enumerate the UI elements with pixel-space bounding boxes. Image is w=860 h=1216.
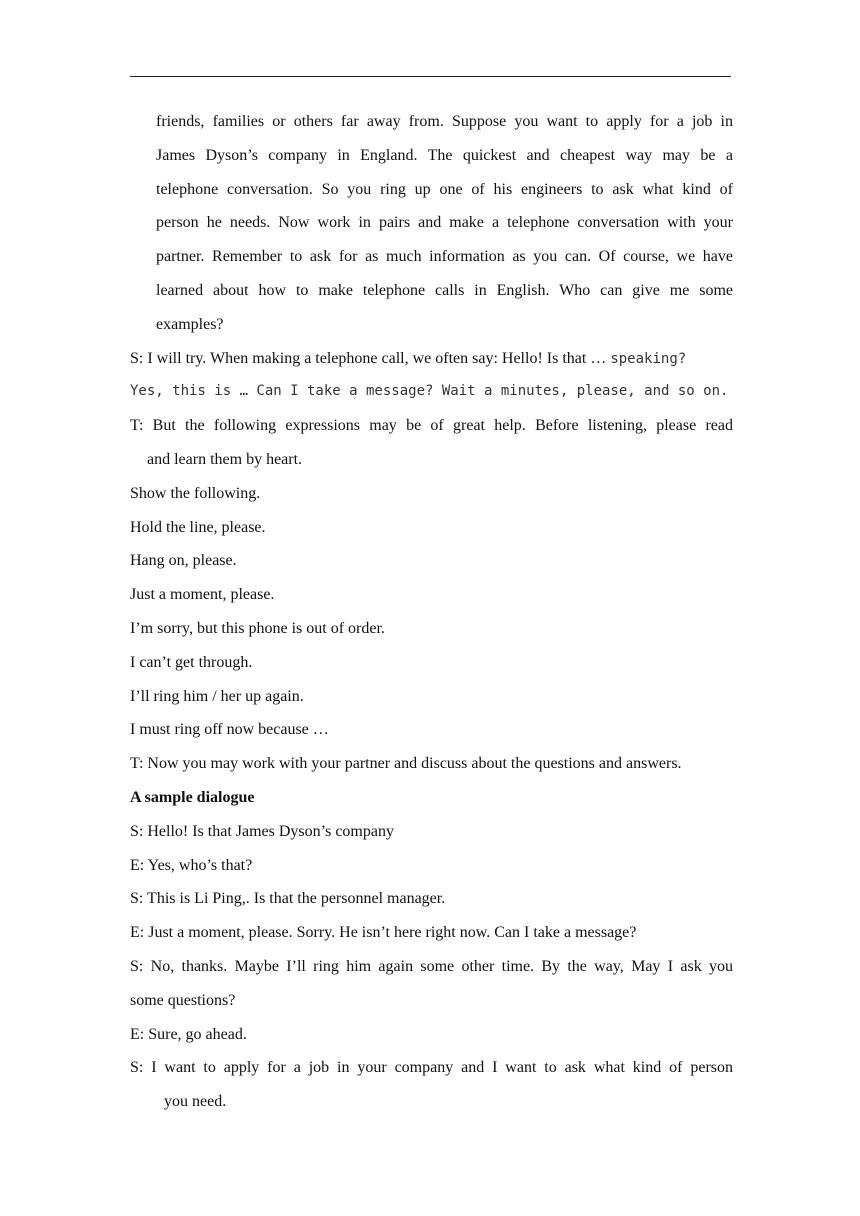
paragraph-line: friends, families or others far away from. Suppose you want to apply for a job in xyxy=(156,113,733,130)
expression-item: Hang on, please. xyxy=(130,552,237,570)
expression-item: I can’t get through. xyxy=(130,653,253,671)
student-reply-code: speaking? xyxy=(610,350,687,367)
instruction-line: Show the following. xyxy=(130,484,261,502)
expression-item: Hold the line, please. xyxy=(130,518,266,536)
dialogue-line: E: Sure, go ahead. xyxy=(130,1025,247,1043)
header-rule xyxy=(130,76,731,77)
paragraph-line: examples? xyxy=(156,315,224,333)
dialogue-line: S: No, thanks. Maybe I’ll ring him again some other time. By the way, May I ask you xyxy=(130,957,733,975)
paragraph-line: person he needs. Now work in pairs and make a telephone conversation with your xyxy=(156,214,733,232)
dialogue-line: S: Hello! Is that James Dyson’s company xyxy=(130,822,394,840)
teacher-line: T: Now you may work with your partner and discuss about the questions and answers. xyxy=(130,755,682,773)
dialogue-line: E: Just a moment, please. Sorry. He isn’t here right now. Can I take a message? xyxy=(130,924,637,942)
paragraph-line: partner. Remember to ask for as much information as you can. Of course, we have xyxy=(156,248,733,266)
expression-item: I must ring off now because … xyxy=(130,721,329,739)
student-reply-text: S: I will try. When making a telephone call, we often say: Hello! Is that … xyxy=(130,349,611,367)
expression-item: I’m sorry, but this phone is out of order. xyxy=(130,619,385,637)
paragraph-line: telephone conversation. So you ring up one of his engineers to ask what kind of xyxy=(156,180,733,198)
dialogue-line: E: Yes, who’s that? xyxy=(130,856,253,874)
dialogue-line: S: This is Li Ping,. Is that the personnel manager. xyxy=(130,890,446,908)
paragraph-line: James Dyson’s company in England. The quickest and cheapest way may be a xyxy=(156,146,733,164)
paragraph-line: learned about how to make telephone calls in English. Who can give me some xyxy=(156,281,733,299)
expression-item: I’ll ring him / her up again. xyxy=(130,687,304,705)
expression-item: Just a moment, please. xyxy=(130,586,275,604)
student-reply-line xyxy=(130,342,733,376)
dialogue-line: S: I want to apply for a job in your company and I want to ask what kind of person xyxy=(130,1059,733,1077)
dialogue-line: you need. xyxy=(164,1093,227,1111)
teacher-line: and learn them by heart. xyxy=(147,450,303,468)
student-reply-code-line: Yes, this is … Can I take a message? Wait a minutes, please, and so on. xyxy=(130,383,729,400)
teacher-line: T: But the following expressions may be of great help. Before listening, please read xyxy=(130,417,733,435)
document-body xyxy=(130,105,733,1119)
section-heading: A sample dialogue xyxy=(130,788,255,806)
dialogue-line: some questions? xyxy=(130,991,236,1009)
